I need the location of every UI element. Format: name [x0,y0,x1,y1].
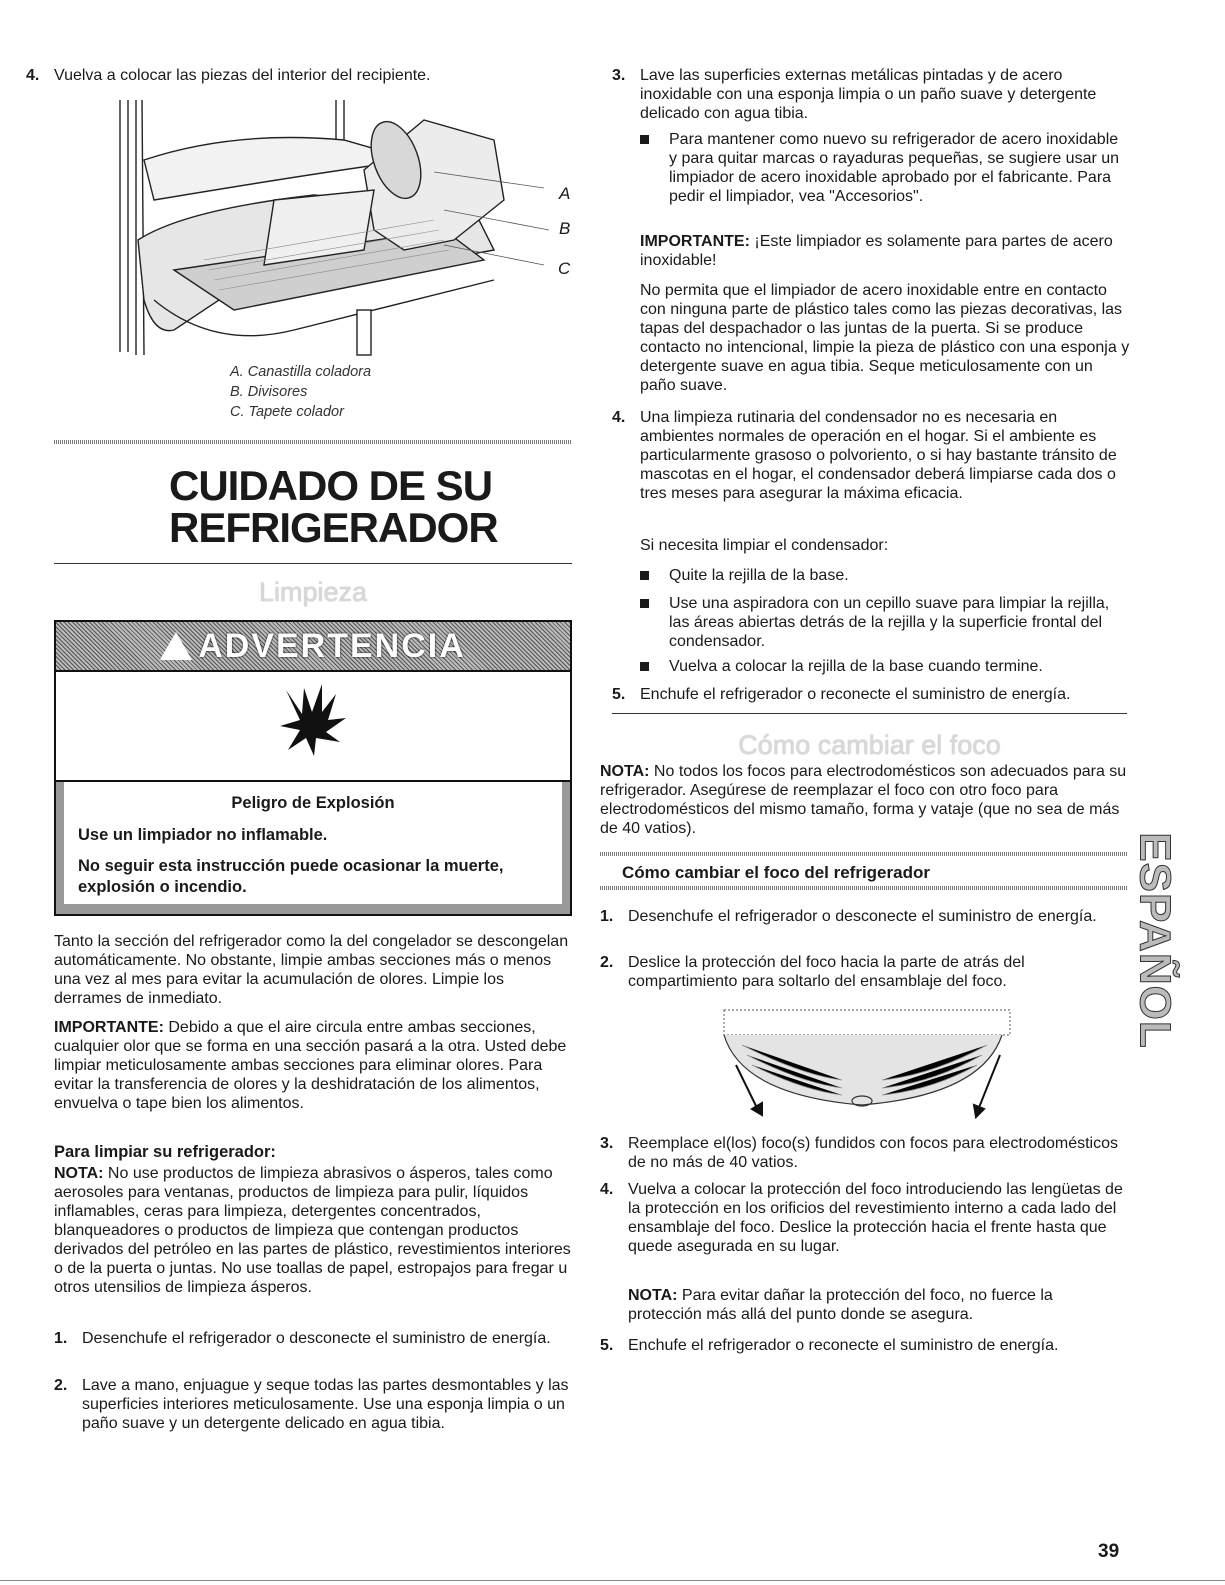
warning-hazard: Peligro de Explosión [231,794,395,812]
bulb-step-1: 1. Desenchufe el refrigerador o desconecte el suministro de energía. [600,908,1097,925]
bulb-subhead: Cómo cambiar el foco del refrigerador [622,863,930,882]
divider [54,563,572,564]
bulb-shield-illustration [722,1005,1022,1120]
para-defrost: Tanto la sección del refrigerador como la del congelador se descongelan automáticamente. No obstante, limpie ambas secciones más o menos una vez al mes para evitar la acumulación de olores. Limpie los derrames de inmediato. [54,933,569,1007]
para-nota: NOTA: No use productos de limpieza abrasivos o ásperos, tales como aerosoles para ventanas, productos de limpieza para pulir, líquidos inflamables, ceras para limpieza, detergentes concentrados, blanqueadores o productos de limpieza que contengan productos derivados del petróleo en las partes de plástico, revestimientos interiores o de la puerta o juntas. No use toallas de papel, estropajos para fregar u otros utensilios de limpieza ásperos. [54,1165,571,1296]
step-5-plug-in: 5. Enchufe el refrigerador o reconecte el suministro de energía. [612,686,1071,703]
crisper-illustration [114,100,584,360]
warning-box [54,620,572,916]
para-bulb-nota-2: NOTA: Para evitar dañar la protección del foco, no fuerce la protección más allá del punto donde se asegura. [628,1287,1053,1323]
divider-hatched [54,440,572,444]
bulb-step-4: 4. Vuelva a colocar la protección del foco introduciendo las lengüetas de la protección en los orificios del revestimiento interno a cada lado del ensamblaje del foco. Deslice la protección hacia el frente hasta que quede asegurada en su lugar. [600,1181,1123,1255]
language-side-tab: ESPAÑOL [1130,831,1180,1049]
explosion-icon [274,680,354,760]
bulb-step-5: 5. Enchufe el refrigerador o reconecte el suministro de energía. [600,1337,1059,1354]
bulb-section-title: Cómo cambiar el foco [738,730,1001,760]
para-need-clean: Si necesita limpiar el condensador: [640,537,889,554]
step-1-unplug: 1. Desenchufe el refrigerador o desconecte el suministro de energía. [54,1330,551,1347]
bullet-icon [640,662,649,671]
bullet-replace-grille: Vuelva a colocar la rejilla de la base cuando termine. [634,657,1127,676]
step-4-replace-parts: 4. Vuelva a colocar las piezas del interior del recipiente. [26,67,431,84]
warning-header: ADVERTENCIA [56,622,570,672]
para-contact: No permita que el limpiador de acero inoxidable entre en contacto con ninguna parte de plástico tales como las piezas decorativas, las tapas del despachador o las juntas de la puerta. Si se produce contacto no intencional, limpie la pieza de plástico con una esponja y detergente suave en agua tibia. Seque meticulosamente con un paño suave. [640,282,1130,394]
fig-label-a: A [559,184,571,203]
step-4-condenser: 4. Una limpieza rutinaria del condensador no es necesaria en ambientes normales de operación en el hogar. Si el ambiente es particularmente grasoso o polvoriento, o si hay bastante tránsito de mascotas en el hogar, el condensador deberá limpiarse cada dos o tres meses para asegurar la máxima eficacia. [612,409,1117,502]
step-3-wash-exterior: 3. Lave las superficies externas metálicas pintadas y de acero inoxidable con una esponja limpia o un paño suave y detergente delicado con agua tibia. [612,67,1097,122]
bottom-rule [0,1580,1225,1581]
bulb-step-2: 2. Deslice la protección del foco hacia la parte de atrás del compartimiento para soltarlo del ensamblaje del foco. [600,954,1025,990]
subtitle-limpieza: Limpieza [258,577,368,607]
page-number: 39 [1098,1541,1120,1562]
warning-line-2: No seguir esta instrucción puede ocasionar la muerte, explosión o incendio. [78,857,504,896]
fig-label-c: C [558,259,571,278]
step-2-wash: 2. Lave a mano, enjuague y seque todas las partes desmontables y las superficies interiores meticulosamente. Use una esponja limpia o un paño suave y un detergente delicado en agua tibia. [54,1377,569,1432]
para-important: IMPORTANTE: Debido a que el aire circula entre ambas secciones, cualquier olor que se forma en una sección pasará a la otra. Usted debe limpiar meticulosamente ambas secciones para eliminar olores. Para evitar la transferencia de olores y la deshidratación de los alimentos, envuelva o tape bien los alimentos. [54,1019,567,1112]
subhead-clean: Para limpiar su refrigerador: [54,1143,276,1161]
para-important-stainless: IMPORTANTE: ¡Este limpiador es solamente para partes de acero inoxidable! [640,233,1113,269]
bullet-icon [640,599,649,608]
para-bulb-nota: NOTA: No todos los focos para electrodomésticos son adecuados para su refrigerador. Asegúrese de reemplazar el foco con otro foco para electrodomésticos del mismo tamaño, forma y vataje (que no sea de más de 40 vatios). [600,763,1127,837]
warning-triangle-icon [160,632,192,660]
section-title: CUIDADO DE SU REFRIGERADOR [169,462,498,551]
figure-captions: A. Canastilla coladora B. Divisores C. Tapete colador [230,364,372,420]
bullet-stainless: Para mantener como nuevo su refrigerador de acero inoxidable y para quitar marcas o rayaduras pequeñas, se sugiere usar un limpiador de acero inoxidable aprobado por el fabricante. Para pedir el limpiador, vea "Accesorios". [634,130,1127,206]
bullet-remove-grille: Quite la rejilla de la base. [634,566,1127,585]
divider [612,713,1127,714]
fig-label-b: B [559,219,571,238]
bulb-step-3: 3. Reemplace el(los) foco(s) fundidos con focos para electrodomésticos de no más de 40 vatios. [600,1135,1119,1171]
bullet-icon [640,571,649,580]
warning-line-1: Use un limpiador no inflamable. [78,826,328,844]
bullet-vacuum: Use una aspiradora con un cepillo suave para limpiar la rejilla, las áreas abiertas detrás de la rejilla y la superficie frontal del condensador. [634,594,1127,651]
bullet-icon [640,135,649,144]
